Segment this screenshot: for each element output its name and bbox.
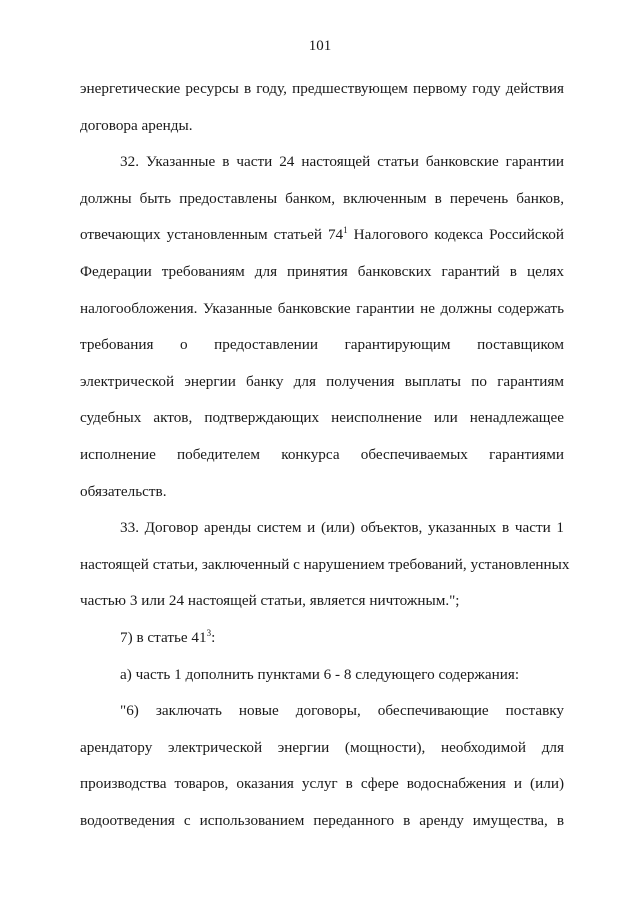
text-line: требования о предоставлении гарантирующим поставщиком: [80, 336, 564, 354]
page-number: 101: [308, 38, 332, 54]
text-line: арендатору электрической энергии (мощности), необходимой для: [80, 738, 564, 756]
item-7-line: [80, 620, 564, 657]
text-line: налогообложения. Указанные банковские гарантии не должны содержать: [80, 299, 564, 317]
text-line: энергетические ресурсы в году, предшествующем первому году действия: [80, 80, 564, 97]
text-line: производства товаров, оказания услуг в сфере водоснабжения и (или): [80, 775, 564, 793]
paragraph-32-start: 32. Указанные в части 24 настоящей статьи банковские гарантии: [120, 153, 564, 171]
text-line: судебных актов, подтверждающих неисполнение или ненадлежащее: [80, 409, 564, 427]
text-line: должны быть предоставлены банком, включенным в перечень банков,: [80, 189, 564, 207]
text-fragment: :: [211, 628, 216, 646]
superscript: 1: [343, 225, 348, 236]
text-line: электрической энергии банку для получения выплаты по гарантиям: [80, 372, 564, 390]
text-line: обязательств.: [80, 482, 167, 500]
text-line: Федерации требованиям для принятия банковских гарантий в целях: [80, 262, 564, 280]
text-line: исполнение победителем конкурса обеспечиваемых гарантиями: [80, 445, 564, 463]
text-line: [80, 217, 564, 254]
superscript: 3: [206, 627, 212, 638]
paragraph-33-start: 33. Договор аренды систем и (или) объектов, указанных в части 1: [120, 519, 564, 537]
text-fragment: 7) в статье 41: [120, 628, 207, 646]
text-fragment: отвечающих установленным статьей 74: [80, 226, 344, 244]
text-line: настоящей статьи, заключенный с нарушением требований, установленных: [80, 555, 570, 573]
text-line: частью 3 или 24 настоящей статьи, является ничтожным.";: [80, 592, 460, 610]
text-fragment: Налогового кодекса Российской: [347, 226, 564, 244]
document-body: [80, 71, 570, 839]
quoted-item-6-start: "6) заключать новые договоры, обеспечивающие поставку: [120, 702, 564, 720]
text-line: водоотведения с использованием переданного в аренду имущества, в: [80, 811, 564, 829]
text-line: договора аренды.: [80, 116, 193, 134]
subitem-a-line: а) часть 1 дополнить пунктами 6 - 8 следующего содержания:: [120, 665, 520, 683]
